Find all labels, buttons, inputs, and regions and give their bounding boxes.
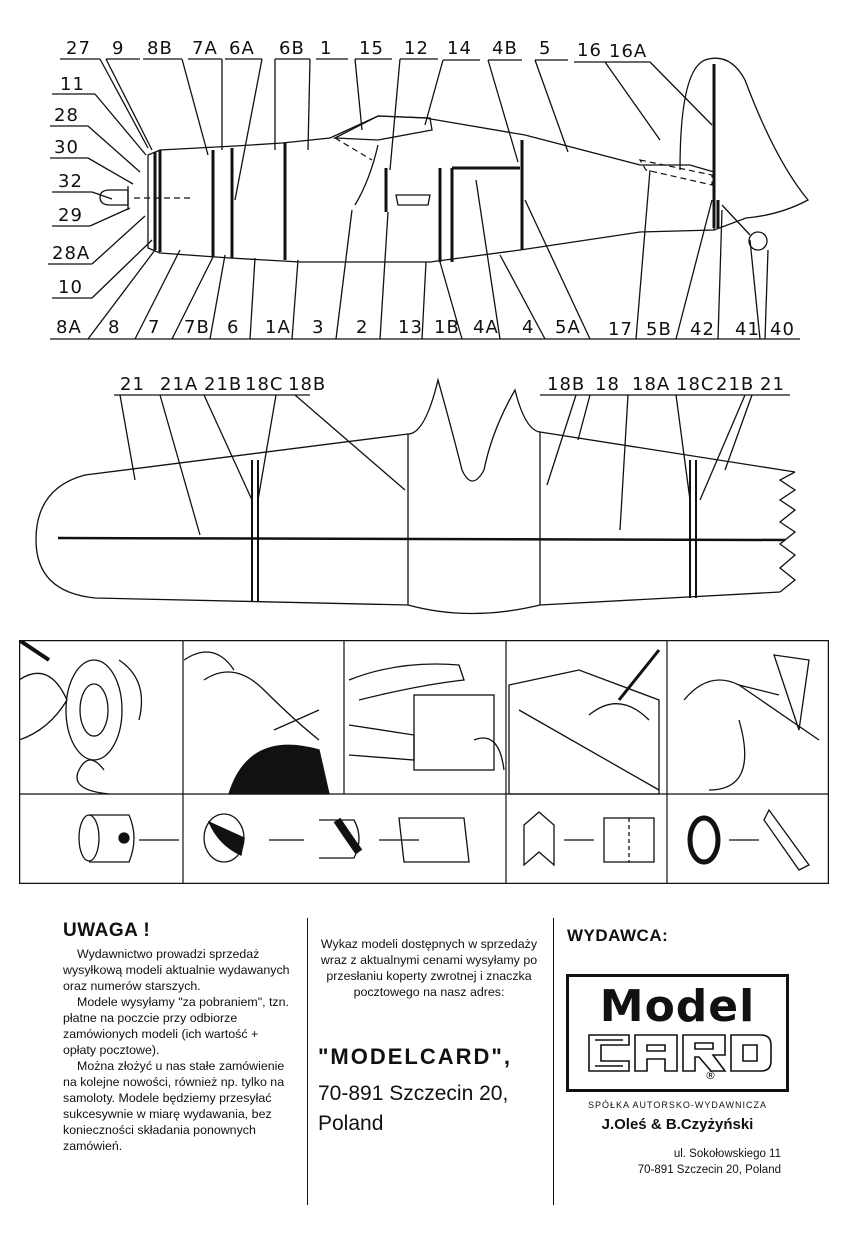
step-rolling-strip-illustration: [684, 655, 819, 790]
part-label: 18B: [547, 374, 586, 395]
step-cutting-ruler-illustration: [509, 650, 659, 794]
part-label: 17: [608, 319, 633, 340]
logo-model-text: Model: [599, 981, 756, 1032]
part-label: 18C: [676, 374, 715, 395]
part-label: 21: [760, 374, 785, 395]
column-divider: [553, 918, 554, 1205]
part-label: 4A: [473, 317, 499, 338]
part-label: 1: [320, 38, 333, 59]
part-label: 9: [112, 38, 125, 59]
part-label: 21A: [160, 374, 199, 395]
step-curve-diagram: [204, 814, 359, 862]
fuselage-outline: [100, 58, 808, 262]
fuselage-bottom-labels: [56, 317, 795, 340]
logo-card-lettering: [585, 1031, 775, 1075]
publisher-city: 70-891 Szczecin 20, Poland: [637, 1164, 781, 1176]
notice-body: [63, 946, 293, 1154]
part-label: 5B: [646, 319, 672, 340]
part-label: 15: [359, 38, 384, 59]
part-label: 16A: [609, 41, 648, 62]
publisher-authors: J.Oleś & B.Czyżyński: [601, 1116, 754, 1133]
modelcard-logo: [566, 974, 789, 1092]
part-label: 5A: [555, 317, 581, 338]
part-label: 40: [770, 319, 795, 340]
part-label: 6: [227, 317, 240, 338]
step-cylinder-diagram: [79, 815, 179, 862]
part-label: 10: [58, 277, 83, 298]
wing-diagram: [0, 360, 851, 630]
part-label: 8A: [56, 317, 82, 338]
step-ruler-diagram: [524, 812, 654, 865]
publisher-street: ul. Sokołowskiego 11: [673, 1148, 781, 1160]
part-label: 18B: [288, 374, 327, 395]
part-label: 1A: [265, 317, 291, 338]
part-label: 7A: [192, 38, 218, 59]
part-label: 12: [404, 38, 429, 59]
part-label: 11: [60, 74, 85, 95]
order-company-name: "MODELCARD",: [318, 1044, 512, 1069]
wing-top-labels-right: [547, 374, 785, 395]
notice-paragraph: Wydawnictwo prowadzi sprzedaż wysyłkową modeli aktualnie wydawanych oraz numerów starszych.: [63, 947, 290, 993]
assembly-instructions: [19, 640, 829, 884]
part-label: 18: [595, 374, 620, 395]
order-info-text: Wykaz modeli dostępnych w sprzedaży wraz z aktualnymi cenami wysyłamy po przesłaniu koperty zwrotnej i znaczka pocztowego na nasz adres:: [320, 937, 538, 999]
notice-title: UWAGA !: [63, 920, 151, 941]
registered-mark: ®: [705, 1069, 716, 1082]
part-label: 30: [54, 137, 79, 158]
part-label: 5: [539, 38, 552, 59]
part-label: 18A: [632, 374, 671, 395]
part-label: 2: [356, 317, 369, 338]
part-label: 7: [148, 317, 161, 338]
part-label: 27: [66, 38, 91, 59]
part-label: 3: [312, 317, 325, 338]
publisher-company-type: SPÓŁKA AUTORSKO-WYDAWNICZA: [587, 1100, 768, 1110]
part-label: 14: [447, 38, 472, 59]
step-fold-diagram: [379, 818, 469, 862]
step-rolling-cylinder-illustration: [19, 640, 142, 794]
part-label: 4B: [492, 38, 518, 59]
part-label: 4: [522, 317, 535, 338]
part-label: 42: [690, 319, 715, 340]
part-label: 41: [735, 319, 760, 340]
part-label: 6B: [279, 38, 305, 59]
notice-paragraph: Można złożyć u nas stałe zamówienie na kolejne nowości, również np. tylko na samoloty. Modele będziemy przesyłać sukcesywnie w miarę wydawania, bez konieczności składania ponownych zamówień.: [63, 1059, 285, 1153]
column-divider: [307, 918, 308, 1205]
part-label: 21B: [716, 374, 755, 395]
part-label: 29: [58, 205, 83, 226]
step-strip-diagram: [690, 810, 809, 870]
part-label: 32: [58, 171, 83, 192]
part-label: 16: [577, 40, 602, 61]
part-label: 8: [108, 317, 121, 338]
part-label: 18C: [245, 374, 284, 395]
part-label: 28: [54, 105, 79, 126]
order-address-country: Poland: [318, 1112, 384, 1135]
part-label: 21: [120, 374, 145, 395]
wing-top-labels-left: [120, 374, 326, 395]
fuselage-diagram: [0, 0, 851, 345]
part-label: 7B: [184, 317, 210, 338]
part-label: 21B: [204, 374, 243, 395]
order-address-line: 70-891 Szczecin 20,: [318, 1082, 509, 1105]
part-label: 8B: [147, 38, 173, 59]
step-curving-panel-illustration: [184, 652, 329, 794]
publisher-title: WYDAWCA:: [567, 926, 669, 945]
part-label: 6A: [229, 38, 255, 59]
part-label: 13: [398, 317, 423, 338]
step-scoring-fold-illustration: [349, 664, 504, 770]
part-label: 28A: [52, 243, 91, 264]
notice-paragraph: Modele wysyłamy "za pobraniem", tzn. płatne na poczcie przy odbiorze zamówionych modeli (ich wartość + opłaty pocztowe).: [63, 995, 289, 1057]
part-label: 1B: [434, 317, 460, 338]
